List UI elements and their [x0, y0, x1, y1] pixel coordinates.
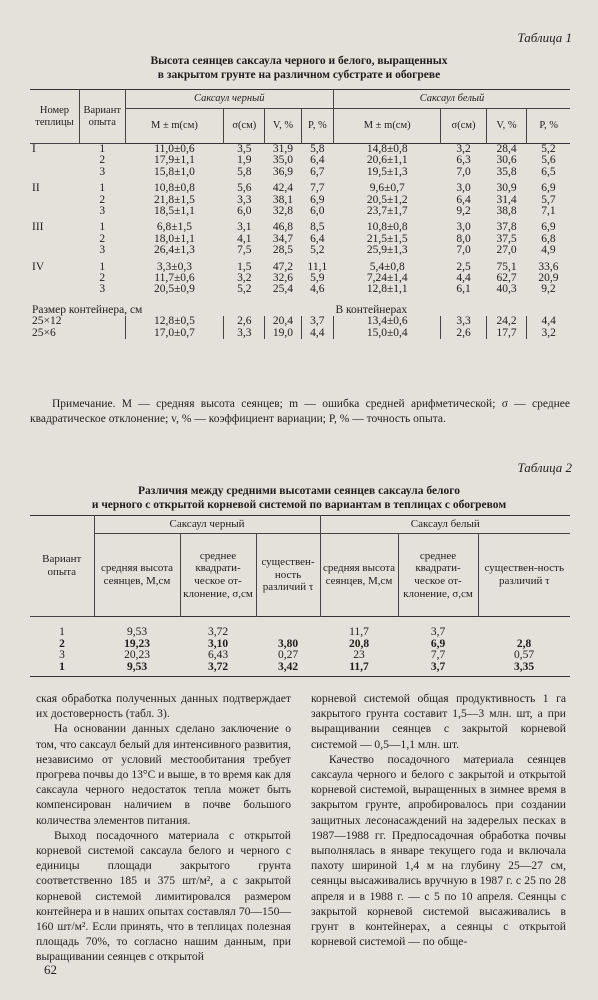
table1-cell: 3,3	[441, 316, 486, 328]
th-white-saxaul: Саксаул белый	[333, 90, 570, 109]
table1-cell: 1,5	[237, 260, 252, 273]
t2-th-sig-black: существен-ность различий τ	[256, 534, 320, 617]
table1-cell: 37,8	[496, 221, 517, 234]
th-p-black: P, %	[301, 109, 333, 144]
table1-cell: 3	[99, 165, 106, 178]
table1-row	[30, 222, 570, 233]
th-p-white: P, %	[527, 109, 570, 144]
table1-cell: 6,0	[237, 205, 252, 218]
table1-cell: 25,9±1,3	[366, 244, 408, 257]
table1-cell: 13,4±0,6	[333, 316, 440, 328]
t2-th-sd-white: среднее квадрати-ческое от-клонение, σ,см	[398, 534, 478, 617]
table2-row	[30, 650, 570, 662]
table1-cell: 8,5	[310, 221, 325, 234]
table1-cell: 3	[99, 283, 106, 296]
table1-cell	[30, 234, 79, 245]
table1-cell: 35,8	[496, 165, 517, 178]
table1-cell: 6,9	[541, 182, 556, 195]
table2-cell: 3,7	[430, 660, 446, 673]
table1-cell: 4,6	[310, 283, 325, 296]
table1-cell: 30,6	[496, 154, 517, 167]
table1-cell: 20,9	[538, 272, 559, 285]
table1-cell: 38,8	[496, 205, 517, 218]
table2-cell: 7,7	[430, 649, 446, 662]
table1-cell: 20,5±0,9	[154, 283, 195, 296]
body-text	[36, 691, 566, 965]
table1-cell: 26,4±1,3	[154, 244, 195, 257]
th-black-saxaul: Саксаул черный	[125, 90, 333, 109]
th-sigma-black: σ(см)	[224, 109, 265, 144]
table2-cell: 0,27	[277, 649, 299, 662]
table1-cell: 3,0	[456, 221, 471, 234]
table1-cell: 14,8±0,8	[366, 143, 408, 155]
table1-cell: 23,7±1,7	[366, 205, 408, 218]
table1-cell: 36,9	[272, 165, 294, 178]
table1-cell: 11,7±0,6	[154, 272, 195, 285]
table1-cell: 3,2	[237, 272, 252, 285]
table2	[30, 515, 570, 673]
table2-label: Таблица 2	[517, 460, 572, 475]
table1-cell: 7,5	[237, 244, 252, 257]
th-v-white: V, %	[486, 109, 527, 144]
table2-cell: 3,80	[277, 637, 299, 650]
table1-cell: 1	[99, 260, 106, 273]
table1-cell	[30, 155, 79, 166]
table1-cell: 4,1	[237, 232, 252, 245]
table1-cell	[30, 245, 79, 256]
table1-cell: 20,5±1,2	[366, 193, 408, 206]
table1-cell: 42,4	[272, 182, 294, 195]
table2-cell: 3,72	[207, 626, 229, 638]
container-in-label: В контейнерах	[335, 303, 408, 316]
table1-cell: 5,2	[310, 244, 325, 257]
table1-cell: 2,5	[456, 260, 471, 273]
table2-cell: 3,10	[207, 637, 229, 650]
table1-cell: 17,0±0,7	[125, 328, 224, 340]
table1-cell: 6,0	[310, 205, 325, 218]
table1-cell: 2	[99, 193, 106, 206]
table2-cell: 11,7	[349, 626, 369, 638]
table1-cell: 47,2	[272, 260, 294, 273]
table1-cell: 17,7	[486, 328, 527, 340]
table1-cell: 7,0	[456, 165, 471, 178]
table1-cell: 2,6	[224, 316, 265, 328]
paragraph: Выход посадочного материала с открытой корневой системой саксаула белого и черного с единицы площади закрытого грунта соответственно 185 и 375 шт/м², а с закрытой корневой системой лимитировался размером контейнера и в наших опытах составлял 70—150—160 шт/м². Если принять, что в теплицах полезная площадь 70%, то согласно нашим данным, при выращивании сеянцев с открытой	[36, 828, 291, 964]
table1-container-row	[30, 328, 570, 340]
table1-row	[30, 144, 570, 156]
container-size-label: Размер контейнера, см	[32, 303, 143, 316]
table2-cell: 3,72	[207, 660, 229, 673]
t2-th-mean-black: средняя высота сеянцев, M,см	[94, 534, 180, 617]
table1-cell: 35,0	[272, 154, 294, 167]
table1-cell: II	[32, 182, 40, 195]
table2-bottom-rule	[30, 676, 570, 677]
table1-cell: 12,8±0,5	[125, 316, 224, 328]
paragraph: корневой системой общая продуктивность 1 га закрытого грунта составит 1,5—3 млн. шт, а при выращивании сеянцев с закрытой корневой системой — 0,5—1,1 млн. шт.	[311, 692, 566, 751]
table2-cell: 9,53	[126, 660, 148, 673]
table2-row	[30, 639, 570, 651]
table1-cell: III	[32, 221, 44, 234]
table1-cell: 7,0	[456, 244, 471, 257]
table1-row	[30, 206, 570, 217]
table1-cell: I	[32, 143, 36, 155]
paragraph: ская обработка полученных данных подтверждает их достоверность (табл. 3).	[36, 692, 291, 721]
table2-cell: 3,35	[513, 660, 535, 673]
table2-cell: 3,7	[430, 626, 446, 638]
table1-cell: 28,5	[272, 244, 294, 257]
table1-cell: 3,7	[301, 316, 333, 328]
table1-cell: 31,4	[496, 193, 517, 206]
table1-cell: 3,5	[237, 143, 252, 155]
t2-th-sd-black: среднее квадрати-ческое от-клонение, σ,см	[180, 534, 256, 617]
table2-cell: 20,23	[124, 649, 150, 662]
table1-cell: 9,2	[456, 205, 471, 218]
table1-cell: 38,1	[272, 193, 294, 206]
table1-cell: 7,1	[541, 205, 556, 218]
paragraph: На основании данных сделано заключение о том, что саксаул белый для интенсивного развития, независимо от условий местообитания требует прогрева почвы до 13°С и выше, в то время как для саксаула черного недостаток тепла может быть компенсирован наличием в почве большого количества элементов питания.	[36, 722, 291, 827]
th-greenhouse: Номер теплицы	[30, 90, 79, 144]
text-column-left	[36, 691, 291, 965]
table1-row	[30, 245, 570, 256]
table2-row	[30, 662, 570, 674]
table1-cell: 2	[99, 272, 106, 285]
table1-cell: 3,0	[456, 182, 471, 195]
table1-cell: 9,2	[541, 283, 556, 296]
table1-cell: 32,8	[272, 205, 294, 218]
table1-row	[30, 183, 570, 194]
table2-cell: 3,42	[277, 660, 299, 673]
table1-cell: 11,1	[307, 260, 328, 273]
table1-cell: 19,0	[265, 328, 302, 340]
table1-cell: 31,9	[272, 143, 294, 155]
table2-cell: 1	[59, 660, 65, 673]
table1-cell: 28,4	[496, 143, 517, 155]
table1-cell: 18,5±1,1	[154, 205, 195, 218]
table1-cell: 6,4	[310, 232, 325, 245]
table2-cell	[478, 617, 570, 639]
table1-cell: 1	[99, 182, 106, 195]
table2-cell	[256, 617, 320, 639]
table1-cell: 19,5±1,3	[366, 165, 408, 178]
th-m-black: M ± m(см)	[125, 109, 224, 144]
table1-cell: 6,3	[456, 154, 471, 167]
th-m-white: M ± m(см)	[333, 109, 440, 144]
table1-cell: 30,9	[496, 182, 517, 195]
table1-cell: 2	[99, 232, 106, 245]
table2-caption	[30, 484, 568, 512]
table1-cell	[30, 273, 79, 284]
table2-cell: 2	[59, 637, 65, 650]
table1-cell: 10,8±0,8	[366, 221, 408, 234]
t2-th-variant: Вариант опыта	[30, 516, 94, 617]
table1-cell: 4,4	[527, 316, 570, 328]
table1-cell: 3,2	[456, 143, 471, 155]
table1-cell: 6,4	[456, 193, 471, 206]
table1-cell: 40,3	[496, 283, 517, 296]
table2-cell: 20,8	[348, 637, 370, 650]
page-number: 62	[44, 962, 57, 977]
table1-cell: 25,4	[272, 283, 294, 296]
table1-cell: 3	[99, 205, 106, 218]
table1-cell: 20,4	[265, 316, 302, 328]
table1-cell: 75,1	[496, 260, 517, 273]
table2-row	[30, 617, 570, 639]
table1-row	[30, 234, 570, 245]
table1-cell: 34,7	[272, 232, 294, 245]
table1-cell: 6,4	[310, 154, 325, 167]
table1-cell: 12,8±1,1	[366, 283, 408, 296]
table1-cell: 5,6	[541, 154, 556, 167]
table1-cell: 6,1	[456, 283, 471, 296]
table1-cell: 4,9	[541, 244, 556, 257]
table1-cell: 6,9	[541, 221, 556, 234]
table1-cell: 8,0	[456, 232, 471, 245]
table1-container-row	[30, 316, 570, 328]
table1-cell	[30, 167, 79, 178]
table1-cell: 2	[99, 154, 106, 167]
table1-cell: 1,9	[237, 154, 252, 167]
t2-th-mean-white: средняя высота сеянцев, M,см	[320, 534, 398, 617]
table1-cell: 4,4	[301, 328, 333, 340]
table1-cell: 62,7	[496, 272, 517, 285]
table1-note: Примечание. M — средняя высота сеянцев; m — ошибка средней арифметической; σ — среднее квадратическое отклонение; v, % — коэффициент вариации; P, % — точность опыта.	[30, 398, 570, 425]
table1-cell: 25×6	[32, 326, 56, 339]
table2-caption-line2: и черного с открытой корневой системой по вариантам в теплицах с обогревом	[91, 499, 507, 511]
table1-cell: 32,6	[272, 272, 294, 285]
table1-cell: 5,2	[237, 283, 252, 296]
text-column-right	[311, 691, 566, 965]
table1-body	[30, 144, 570, 340]
table1-cell: 5,7	[541, 193, 556, 206]
table2-cell: 11,7	[349, 660, 369, 673]
table2-cell: 2,8	[516, 637, 532, 650]
table1-cell: 6,5	[541, 165, 556, 178]
table1-cell: 3,3±0,3	[156, 260, 192, 273]
table1-caption-line1: Высота сеянцев саксаула черного и белого, выращенных	[150, 55, 448, 67]
table1-row	[30, 273, 570, 284]
table1-cell: 6,8±1,5	[156, 221, 192, 234]
table1-caption-line2: в закрытом грунте на различном субстрате и обогреве	[157, 69, 441, 81]
table2-cell: 1	[59, 626, 65, 638]
table1-cell: 20,6±1,1	[366, 154, 408, 167]
table1-cell: 3	[99, 244, 106, 257]
table1-container-header	[30, 301, 570, 317]
table1-cell	[30, 206, 79, 217]
table2-cell: 6,9	[430, 637, 446, 650]
table1-cell: 24,2	[486, 316, 527, 328]
table1-cell: IV	[32, 260, 45, 273]
table1-cell	[30, 284, 79, 295]
table1-cell: 15,0±0,4	[333, 328, 440, 340]
table1-cell: 2,6	[441, 328, 486, 340]
table1-cell: 6,9	[310, 193, 325, 206]
table1-cell: 3,2	[527, 328, 570, 340]
table1-cell: 21,8±1,5	[154, 193, 195, 206]
table1-label: Таблица 1	[517, 30, 572, 45]
table1-caption	[30, 54, 568, 82]
table1-row	[30, 167, 570, 178]
table1-cell: 5,8	[310, 143, 325, 155]
table1-cell: 18,0±1,1	[154, 232, 195, 245]
table1-row	[30, 195, 570, 206]
t2-th-white: Саксаул белый	[320, 516, 570, 534]
table1-cell: 1	[99, 221, 106, 234]
th-variant: Вариант опыта	[79, 90, 125, 144]
table1-cell	[30, 195, 79, 206]
table1-cell: 37,5	[496, 232, 517, 245]
table1-cell: 5,8	[237, 165, 252, 178]
table1-cell: 5,9	[310, 272, 325, 285]
table1-cell: 3,1	[237, 221, 252, 234]
table1-cell: 6,7	[310, 165, 325, 178]
table1-row	[30, 284, 570, 295]
table1-cell: 4,4	[456, 272, 471, 285]
table1-cell: 15,8±1,0	[154, 165, 195, 178]
table2-caption-line1: Различия между средними высотами сеянцев саксаула белого	[138, 485, 460, 497]
table1-cell: 7,7	[310, 182, 325, 195]
table1-cell: 5,4±0,8	[369, 260, 405, 273]
table2-cell: 9,53	[126, 626, 148, 638]
table1-cell: 46,8	[272, 221, 294, 234]
table1-cell: 10,8±0,8	[154, 182, 195, 195]
table1-cell: 3,3	[237, 193, 252, 206]
table1-cell: 21,5±1,5	[366, 232, 408, 245]
table1-cell: 27,0	[496, 244, 517, 257]
table1-row	[30, 155, 570, 166]
table1-cell: 17,9±1,1	[154, 154, 195, 167]
table2-cell: 23	[353, 649, 365, 662]
table2-body	[30, 617, 570, 674]
paragraph: Качество посадочного материала сеянцев саксаула черного и белого с закрытой и открытой корневой системой, выращенных в зимнее время в закрытом грунте, апробировалось при создании защитных лесонасаждений на задерелых песках в 1987—1988 гг. Предпосадочная обработка почвы выполнялась в январе текущего года и включала пахоту шириной 1,4 м на глубину 25—27 см, сеянцы высаживались вручную в 1987 г. с 25 по 28 апреля и в 1988 г. — с 5 по 10 апреля. Сеянцы с закрытой корневой системой высаживались в грунт в контейнерах, а сеянцы с открытой корневой системой — по обще-	[311, 752, 566, 949]
table1	[30, 89, 570, 339]
table1-cell: 25×12	[32, 315, 62, 328]
table1-row	[30, 262, 570, 273]
table1-cell: 33,6	[538, 260, 559, 273]
th-v-black: V, %	[265, 109, 302, 144]
table1-cell: 6,8	[541, 232, 556, 245]
table2-cell: 3	[59, 649, 65, 662]
t2-th-sig-white: существен-ность различий τ	[478, 534, 570, 617]
table1-cell: 11,0±0,6	[154, 143, 195, 155]
table2-cell: 0,57	[513, 649, 535, 662]
table1-cell: 5,6	[237, 182, 252, 195]
th-sigma-white: σ(см)	[441, 109, 486, 144]
table1-cell: 5,2	[541, 143, 556, 155]
t2-th-black: Саксаул черный	[94, 516, 320, 534]
table1-cell: 3,3	[224, 328, 265, 340]
table2-cell: 19,23	[124, 637, 150, 650]
table1-cell: 7,24±1,4	[366, 272, 408, 285]
table1-cell: 1	[99, 143, 106, 155]
table1-cell: 9,6±0,7	[369, 182, 405, 195]
table2-cell: 6,43	[207, 649, 229, 662]
